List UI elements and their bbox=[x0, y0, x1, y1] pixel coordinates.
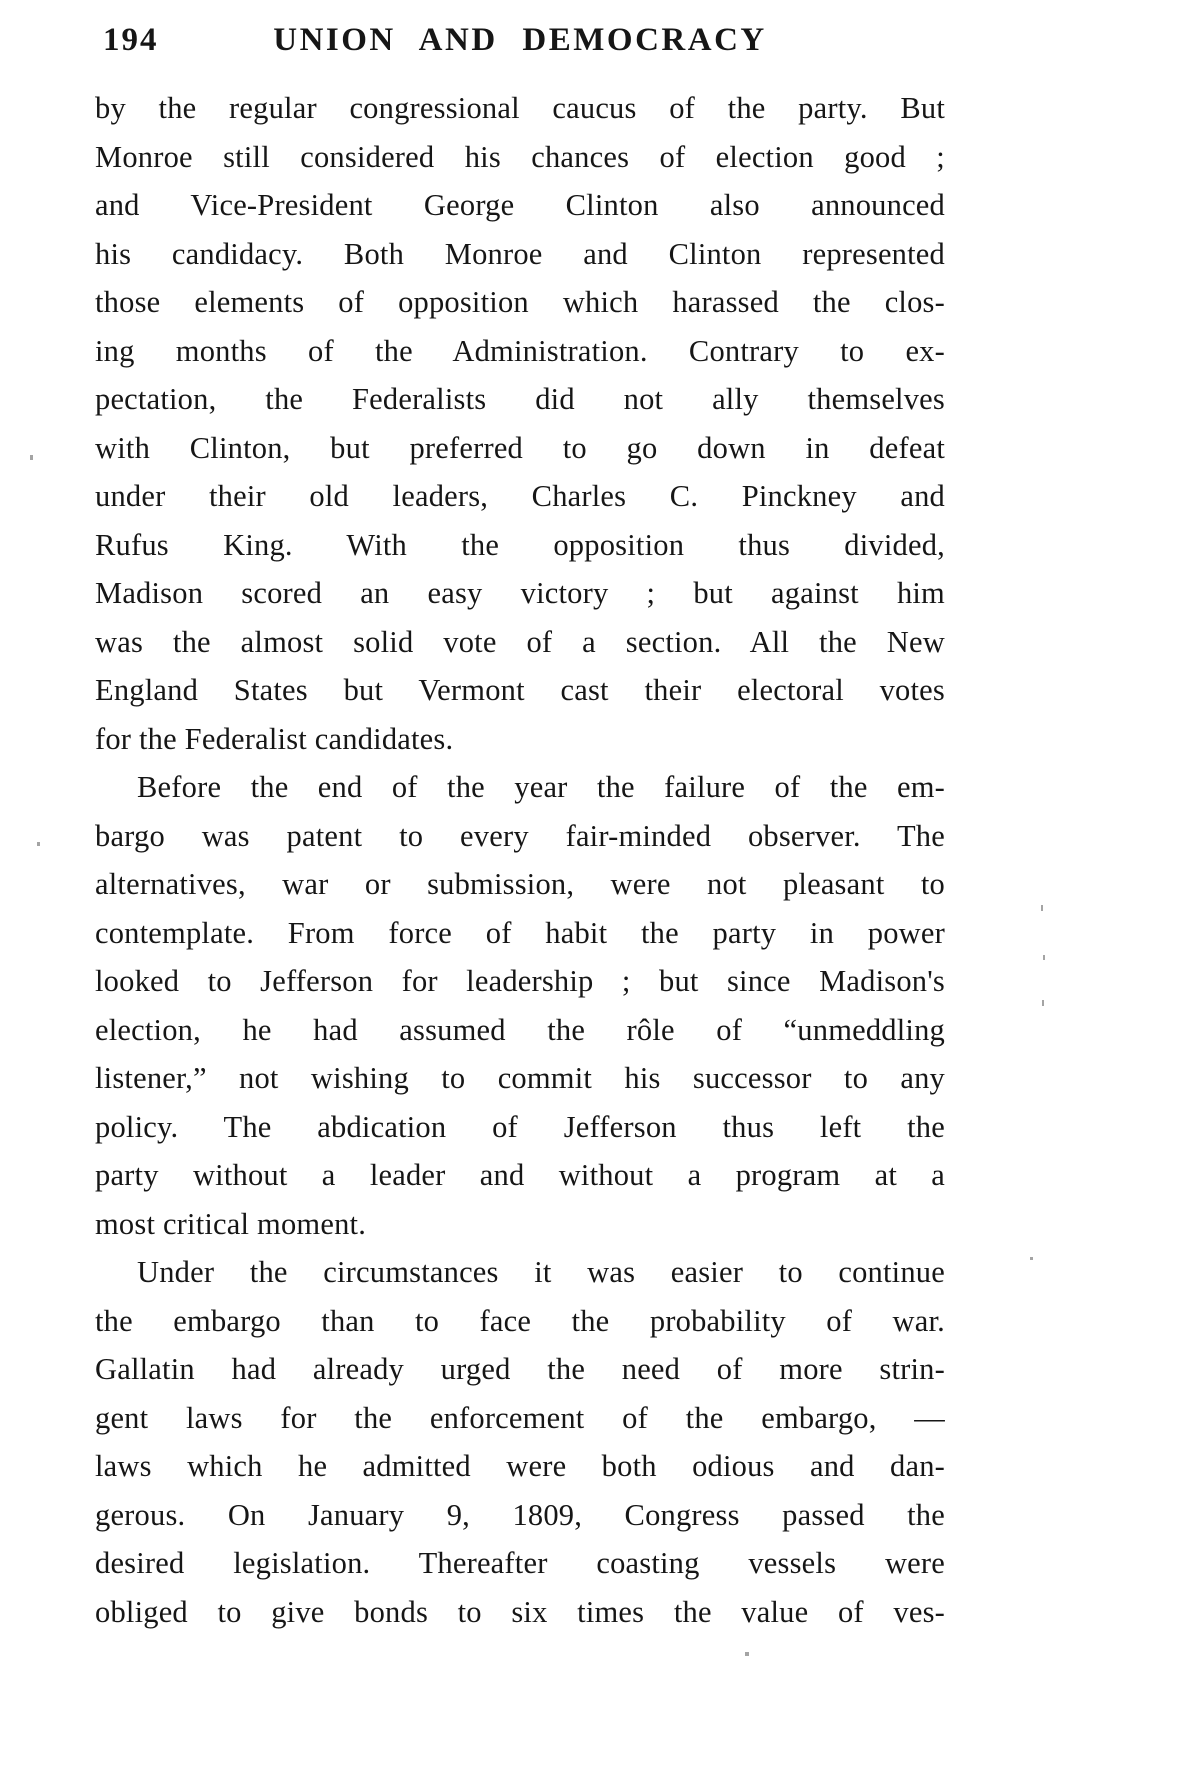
page-title: UNION AND DEMOCRACY bbox=[273, 22, 767, 58]
text-line: Before the end of the year the failure of the em- bbox=[137, 770, 945, 804]
text-line: desired legislation. Thereafter coasting vessels were bbox=[95, 1546, 945, 1580]
text-line: bargo was patent to every fair-minded observer. The bbox=[95, 818, 945, 853]
text-line: the embargo than to face the probability of war. bbox=[95, 1303, 945, 1338]
text-line: listener,” not wishing to commit his successor to any bbox=[95, 1061, 945, 1095]
paragraph bbox=[95, 84, 945, 763]
text-line: Gallatin had already urged the need of more strin- bbox=[95, 1352, 945, 1386]
text-line: those elements of opposition which harassed the clos- bbox=[95, 285, 945, 319]
text-line: for the Federalist candidates. bbox=[95, 721, 454, 756]
text-line: ing months of the Administration. Contrary to ex- bbox=[95, 333, 945, 368]
text-line: obliged to give bonds to six times the value of ves- bbox=[95, 1594, 945, 1629]
text-line: with Clinton, but preferred to go down in defeat bbox=[95, 430, 945, 465]
text-line: Rufus King. With the opposition thus divided, bbox=[95, 527, 945, 562]
text-line: looked to Jefferson for leadership ; but since Madison's bbox=[95, 964, 945, 998]
text-line: was the almost solid vote of a section. All the New bbox=[95, 624, 945, 659]
text-line: under their old leaders, Charles C. Pinckney and bbox=[95, 479, 945, 513]
text-line: gent laws for the enforcement of the embargo, — bbox=[95, 1400, 945, 1435]
text-line: Madison scored an easy victory ; but against him bbox=[95, 576, 945, 610]
text-line: laws which he admitted were both odious and dan- bbox=[95, 1449, 945, 1483]
text-line: Monroe still considered his chances of election good ; bbox=[95, 139, 945, 174]
text-line: alternatives, war or submission, were not pleasant to bbox=[95, 867, 945, 901]
text-line: and Vice-President George Clinton also announced bbox=[95, 188, 945, 222]
paragraph bbox=[95, 763, 945, 1248]
text-line: policy. The abdication of Jefferson thus left the bbox=[95, 1109, 945, 1144]
text-line: most critical moment. bbox=[95, 1206, 367, 1241]
scan-noise bbox=[1042, 1000, 1044, 1006]
text-line: Under the circumstances it was easier to continue bbox=[137, 1255, 945, 1289]
running-head bbox=[95, 16, 945, 64]
paragraph bbox=[95, 1248, 945, 1636]
scan-noise bbox=[30, 455, 33, 460]
scan-noise bbox=[1030, 1257, 1033, 1260]
page-number: 194 bbox=[103, 22, 159, 58]
text-line: election, he had assumed the rôle of “unmeddling bbox=[95, 1012, 945, 1047]
text-line: pectation, the Federalists did not ally themselves bbox=[95, 382, 945, 416]
scan-noise bbox=[745, 1652, 749, 1656]
text-line: contemplate. From force of habit the party in power bbox=[95, 915, 945, 950]
text-body bbox=[95, 84, 945, 1636]
text-line: party without a leader and without a program at a bbox=[95, 1158, 945, 1192]
text-line: gerous. On January 9, 1809, Congress passed the bbox=[95, 1497, 945, 1532]
text-line: his candidacy. Both Monroe and Clinton represented bbox=[95, 236, 945, 271]
text-line: England States but Vermont cast their electoral votes bbox=[95, 673, 945, 707]
text-line: by the regular congressional caucus of the party. But bbox=[95, 91, 945, 125]
scan-noise bbox=[37, 842, 40, 846]
scan-noise bbox=[1043, 955, 1045, 960]
scan-noise bbox=[1041, 905, 1043, 911]
